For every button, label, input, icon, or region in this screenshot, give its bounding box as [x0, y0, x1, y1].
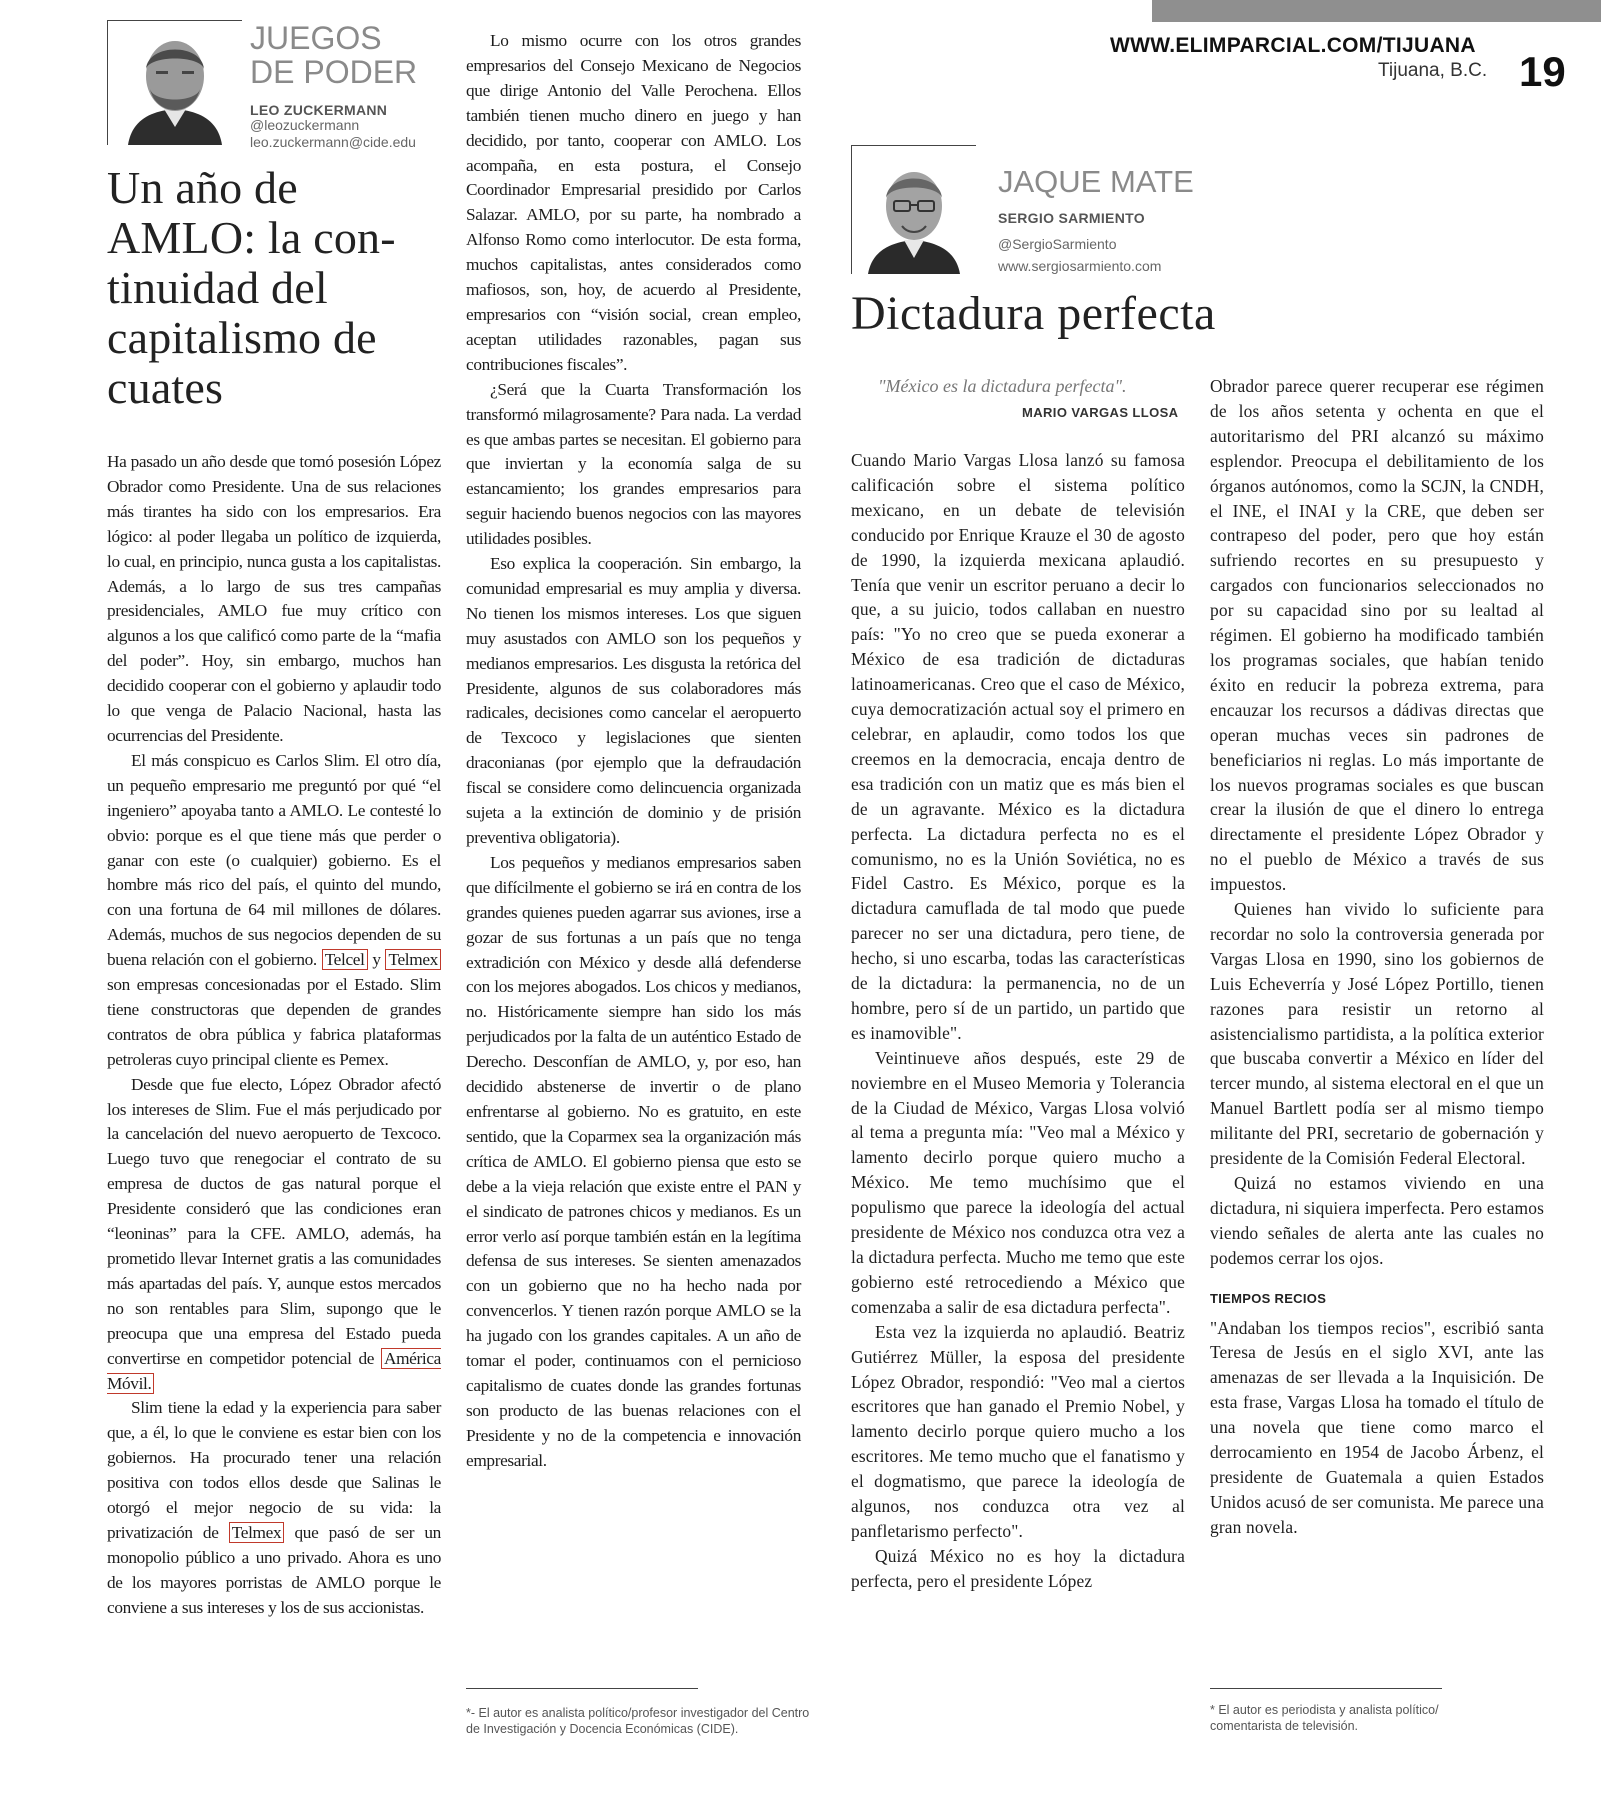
headline: Un año de AMLO: la con- tinuidad del capitalismo de cuates [107, 162, 396, 413]
city-label: Tijuana, B.C. [1378, 60, 1488, 81]
text-run: El más conspicuo es Carlos Slim. El otro día, un pequeño empresario me preguntó por qué “el ingeniero” apoyaba tanto a AMLO. Le contesté lo obvio: porque es el que tiene más que perder o ganar con este (o cualquier) gobierno. Es el hombre más rico del país, el quinto del mundo, con una fortuna de 64 mil millones de dólares. Además, muchos de sus negocios dependen de su buena relación con el gobierno. [107, 750, 441, 970]
paragraph [107, 749, 441, 1073]
author-contact [998, 233, 1161, 277]
author-photo-sarmiento [851, 145, 976, 274]
article-column-2a [851, 448, 1185, 1594]
article-column-2b [1210, 374, 1544, 1540]
paragraph [107, 1396, 441, 1620]
paragraph: Eso explica la cooperación. Sin embargo, la comunidad empresarial es muy amplia y diversa. No tienen los mismos intereses. Los que siguen muy asustados con AMLO son los pequeños y medianos empresarios. Les disgusta la retórica del Presidente, algunos de sus colaboradores más radicales, decisiones como cancelar el aeropuerto de Texcoco y legislaciones que sienten draconianas (por ejemplo que la defraudación fiscal se considere como delincuencia organizada sujeta a la extinción de dominio y de prisión preventiva obligatoria). [466, 554, 801, 847]
text-run: son empresas concesionadas por el Estado. Slim tiene constructoras que dependen de grandes contratos de obra pública y fabrica plataformas petroleras cuyo principal cliente es Pemex. [107, 975, 441, 1069]
column-name-line2: DE PODER [250, 53, 418, 90]
highlight-telmex: Telmex [385, 949, 440, 970]
paragraph: Lo mismo ocurre con los otros grandes empresarios del Consejo Mexicano de Negocios que dirige Antonio del Valle Perochena. Ellos también tienen mucho dinero en juego y han decidido, por tanto, cooperar con AMLO. Los acompaña, en esta postura, el Consejo Coordinador Empresarial presidido por Carlos Salazar. AMLO, por su parte, ha nombrado a Alfonso Romo como interlocutor. De esta forma, muchos capitalistas, antes considerados como mafiosos, son, hoy, de acuerdo al Presidente, empresarios con “visión social, crean empleo, aceptan utilidades razonables, pagan sus contribuciones fiscales”. [466, 31, 801, 374]
text-run: Desde que fue electo, López Obrador afectó los intereses de Slim. Fue el más perjudicado por la cancelación del nuevo aeropuerto de Texcoco. Luego tuvo que renegociar el contrato de su empresa de ductos de gas natural porque el Presidente consideró que las condiciones eran “leoninas” para la CFE. AMLO, además, ha prometido llevar Internet gratis a las comunidades más apartadas del país. Y, aunque estos mercados no son rentables para Slim, supongo que le preocupa que una empresa del Estado pueda convertirse en competidor potencial de [107, 1074, 441, 1368]
author-email[interactable]: leo.zuckermann@cide.edu [250, 133, 416, 150]
highlight-america-movil: América Móvil. [107, 1348, 441, 1393]
paragraph: Cuando Mario Vargas Llosa lanzó su famosa calificación sobre el sistema político mexicano, en un debate de televisión conducido por Enrique Krauze el 30 de agosto de 1990, la izquierda mexicana aplaudió. Tenía que venir un escritor peruano a decir lo que, a su juicio, todos callaban en nuestro país: "Yo no creo que se pueda exonerar a México de esa tradición de dictaduras latinoamericanas. Creo que el caso de México, cuya democratización actual soy el primero en celebrar, en aplaudir, como todos los que creemos en la democracia, encaja dentro de esa tradición con un matiz que es más bien el de un agravante. México es la dictadura perfecta. La dictadura perfecta no es el comunismo, no es la Unión Soviética, no es Fidel Castro. Es México, porque es la dictadura camuflada de tal modo que puede parecer no ser una dictadura, pero tiene, de hecho, si uno escarba, todas las características de la dictadura: la permanencia, no de un hombre, pero sí de un partido, un partido que es inamovible". [851, 450, 1185, 1043]
paragraph: ¿Será que la Cuarta Transformación los transformó milagrosamente? Para nada. La verdad es que ambas partes se necesitan. El gobierno para que inviertan y la economía salga de su estancamiento; los grandes empresarios para seguir haciendo buenos negocios con las mayores utilidades posibles. [466, 379, 801, 549]
author-contact [250, 117, 416, 151]
author-name: LEO ZUCKERMANN [250, 102, 388, 118]
author-handle[interactable]: @SergioSarmiento [998, 236, 1117, 252]
paragraph: Quienes han vivido lo suficiente para recordar no solo la controversia generada por Vargas Llosa en 1990, sino los gobiernos de Luis Echeverría y José López Portillo, tienen razones para resistir un retorno al asistencialismo partidista, a la política exterior que buscaba convertir a México en líder del tercer mundo, al sistema electoral en el que un Manuel Bartlett podía ser al mismo tiempo militante del PRI, secretario de gobernación y presidente de la Comisión Federal Electoral. [1210, 899, 1544, 1169]
footnote-divider [1210, 1688, 1442, 1689]
paragraph: Ha pasado un año desde que tomó posesión López Obrador como Presidente. Una de sus relaciones más tirantes ha sido con los empresarios. Era lógico: al poder llegaba un político de izquierda, lo cual, en principio, nunca gusta a los capitalistas. Además, a lo largo de sus tres campañas presidenciales, AMLO fue muy crítico con algunos a los que calificó como parte de la “mafia del poder”. Hoy, sin embargo, muchos han decidido cooperar con el gobierno y aplaudir todo lo que venga de Palacio Nacional, hasta las ocurrencias del Presidente. [107, 452, 441, 745]
paragraph: "Andaban los tiempos recios", escribió santa Teresa de Jesús en el siglo XVI, ante las amenazas de ser llevada a la Inquisición. De esta frase, Vargas Llosa ha tomado el título de una novela que tiene como marco el derrocamiento en 1954 de Jacobo Árbenz, el presidente de Guatemala a quien Estados Unidos acusó de ser comunista. Me parece una gran novela. [1210, 1317, 1544, 1537]
paragraph [107, 1073, 441, 1397]
article-column-1a [107, 450, 441, 1621]
column-name-juegos-de-poder [250, 22, 417, 89]
paragraph: Obrador parece querer recuperar ese régimen de los años setenta y ochenta en que el autoritarismo del PRI alcanzó su máximo esplendor. Preocupa el debilitamiento de los órganos autónomos, como la SCJN, la CNDH, el INE, el INAI y la CRE, que deben ser contrapeso del poder, pero que hoy están sufriendo recortes en su presupuesto y cargados con funcionarios seleccionados no por su capacidad sino por su lealtad al régimen. El gobierno ha modificado también los programas sociales, que habían tenido éxito en reducir la pobreza extrema, para encauzar los recursos a dádivas directas que operan muchas veces sin padrones de beneficiarios ni reglas. Lo más importante de los nuevos programas sociales es que buscan crear la ilusión de que el dinero lo entrega directamente el presidente López Obrador y no el pueblo de México a través de sus impuestos. [1210, 376, 1544, 895]
paragraph: Quizá México no es hoy la dictadura perfecta, pero el presidente López [851, 1545, 1185, 1591]
paragraph: Esta vez la izquierda no aplaudió. Beatriz Gutiérrez Müller, la esposa del presidente López Obrador, respondió: "Veo mal a ciertos escritores que han ganado el Premio Nobel, y lamento decirlo porque quiero mucho a los escritores. Me temo mucho que el fanatismo y el dogmatismo, que parece la ideología de algunos, nos conduzca otra vez al panfletarismo perfecto". [851, 1321, 1185, 1541]
epigraph-quote: "México es la dictadura perfecta". [878, 376, 1127, 396]
text-run: que pasó de ser un monopolio público a uno privado. Ahora es uno de los mayores porristas de AMLO porque le conviene a sus intereses y los de sus accionistas. [107, 1522, 441, 1617]
author-name: SERGIO SARMIENTO [998, 210, 1145, 226]
headline: Dictadura perfecta [851, 287, 1216, 340]
author-handle[interactable]: @leozuckermann [250, 117, 360, 133]
epigraph-author: MARIO VARGAS LLOSA [1022, 405, 1179, 420]
header-bar [1152, 0, 1601, 22]
footnote: * El autor es periodista y analista político/ comentarista de televisión. [1210, 1703, 1439, 1733]
text-run: y [372, 950, 381, 970]
footnote-divider [466, 1688, 698, 1689]
column-name-line1: JUEGOS [250, 20, 382, 56]
site-url[interactable]: WWW.ELIMPARCIAL.COM/TIJUANA [1110, 34, 1476, 57]
highlight-telmex: Telmex [229, 1522, 284, 1543]
text-run: Slim tiene la edad y la experiencia para saber que, a él, lo que le conviene es estar bien con los gobiernos. Ha procurado tener una relación positiva con todos ellos desde que Salinas le otorgó el mejor negocio de su vida: la privatización de [107, 1398, 441, 1542]
article-column-1b [466, 29, 801, 1474]
page-number: 19 [1519, 48, 1566, 95]
column-name-jaque-mate: JAQUE MATE [998, 164, 1194, 199]
author-website[interactable]: www.sergiosarmiento.com [998, 258, 1162, 274]
footnote: *- El autor es analista político/profesor investigador del Centro de Investigación y Docencia Económicas (CIDE). [466, 1706, 810, 1736]
highlight-telcel: Telcel [322, 949, 368, 970]
paragraph: Los pequeños y medianos empresarios saben que difícilmente el gobierno se irá en contra de los grandes quienes pueden agarrar sus aviones, irse a gozar de sus fortunas a un país que no tenga extradición con México y desde allá defenderse con los mejores abogados. Los chicos y medianos, no. Históricamente siempre han sido los más perjudicados por la falta de un auténtico Estado de Derecho. Desconfían de AMLO, y, por eso, han decidido abstenerse de invertir o de plano enfrentarse al gobierno. No es gratuito, en este sentido, que la Coparmex sea la organización más crítica de AMLO. El gobierno piensa que esto se debe a la vieja relación que existe entre el PAN y el sindicato de patrones chicos y medianos. Es un error verlo así porque también están en la legítima defensa de sus intereses. Se sienten amenazados con un gobierno que no ha hecho nada por convencerlos. Y tienen razón porque AMLO se la ha jugado con los grandes capitales. A un año de tomar el poder, continuamos con el pernicioso capitalismo de cuates donde las grandes fortunas son producto de las buenas relaciones con el Presidente y no de la competencia e innovación empresarial. [466, 852, 801, 1470]
author-photo-zuckermann [107, 20, 242, 145]
paragraph: Veintinueve años después, este 29 de noviembre en el Museo Memoria y Tolerancia de la Ciudad de México, Vargas Llosa volvió al tema a pregunta mía: "Veo mal a México y lamento decirlo porque quiero mucho a México. Me temo muchísimo que el populismo que parece la ideología del actual presidente de México nos conduzca otra vez a la dictadura perfecta. Mucho me temo que este gobierno esté retrocediendo a México que comenzaba a salir de esa dictadura perfecta". [851, 1047, 1185, 1317]
subheading: TIEMPOS RECIOS [1210, 1290, 1327, 1306]
paragraph: Quizá no estamos viviendo en una dictadura, ni siquiera imperfecta. Pero estamos viendo señales de alerta ante las cuales no podemos cerrar los ojos. [1210, 1173, 1544, 1268]
